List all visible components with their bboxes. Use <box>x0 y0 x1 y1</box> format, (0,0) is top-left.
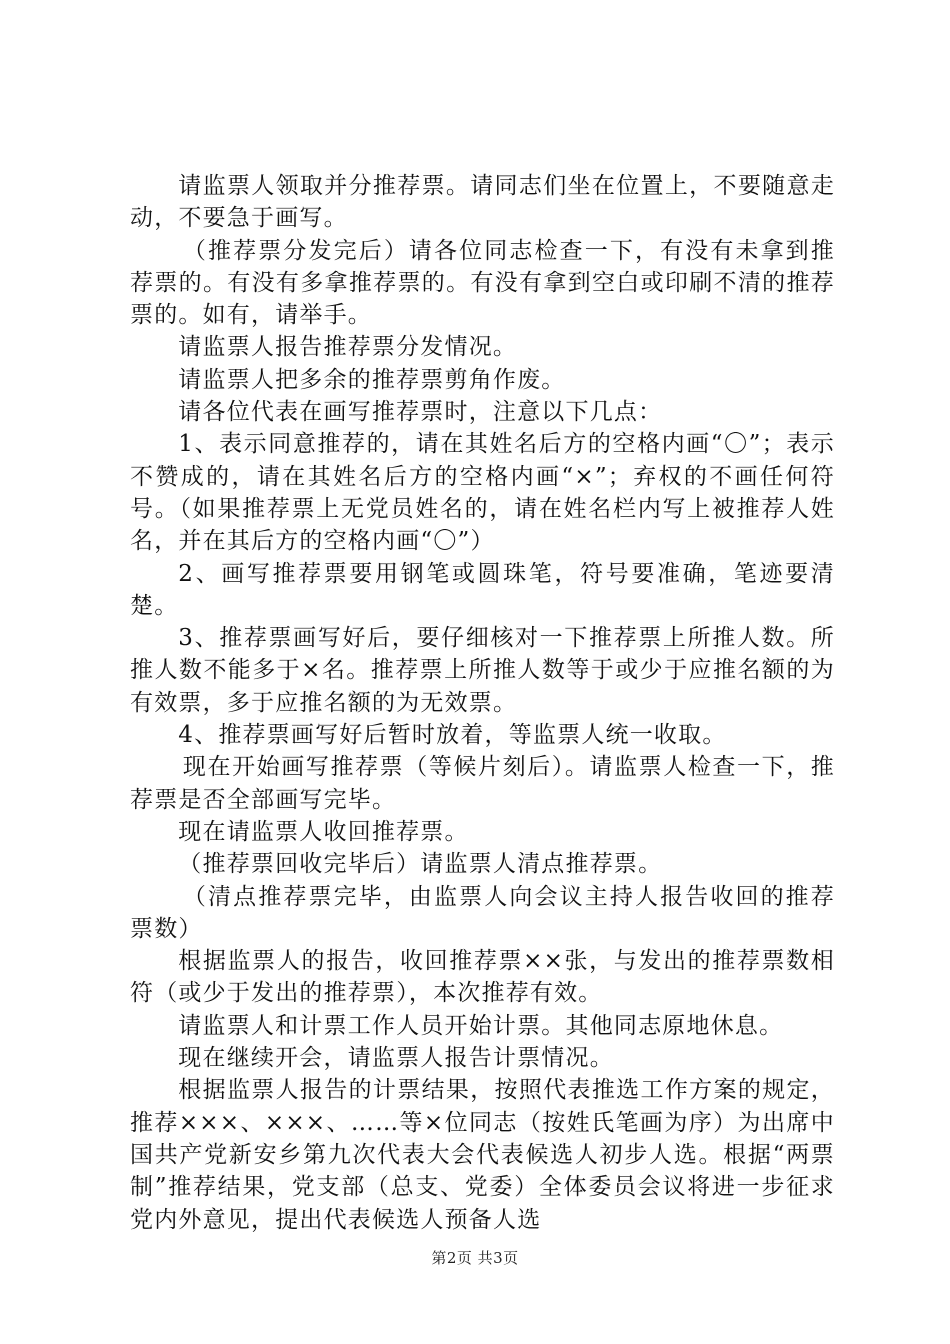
paragraph: （推荐票回收完毕后）请监票人清点推荐票。 <box>178 851 663 878</box>
paragraph: 请监票人报告推荐票分发情况。 <box>178 334 518 361</box>
paragraph: 4、推荐票画写好后暂时放着，等监票人统一收取。 <box>178 722 727 749</box>
paragraph: 1、表示同意推荐的，请在其姓名后方的空格内画“〇”；表示不赞成的，请在其姓名后方的空格内画“×”；弃权的不画任何符号。（如果推荐票上无党员姓名的，请在姓名栏内写上被推荐人姓名，并在其后方的空格内画“〇”） <box>130 431 835 555</box>
paragraph: 请各位代表在画写推荐票时，注意以下几点： <box>178 399 663 426</box>
paragraph: （清点推荐票完毕，由监票人向会议主持人报告收回的推荐票数） <box>130 883 835 942</box>
paragraph: 现在开始画写推荐票（等候片刻后）。请监票人检查一下，推荐票是否全部画写完毕。 <box>130 754 835 813</box>
paragraph: 2、画写推荐票要用钢笔或圆珠笔，符号要准确，笔迹要清楚。 <box>130 560 835 619</box>
paragraph: 请监票人把多余的推荐票剪角作废。 <box>178 366 566 393</box>
paragraph: 现在请监票人收回推荐票。 <box>178 818 469 845</box>
paragraph: （推荐票分发完后）请各位同志检查一下，有没有未拿到推荐票的。有没有多拿推荐票的。有没有拿到空白或印刷不清的推荐票的。如有，请举手。 <box>130 237 835 329</box>
paragraph: 根据监票人报告的计票结果，按照代表推选工作方案的规定，推荐×××、×××、……等×位同志（按姓氏笔画为序）为出席中国共产党新安乡第九次代表大会代表候选人初步人选。根据“两票制”推荐结果，党支部（总支、党委）全体委员会议将进一步征求党内外意见，提出代表候选人预备人选 <box>130 1077 835 1233</box>
paragraph: 现在继续开会，请监票人报告计票情况。 <box>178 1045 614 1072</box>
paragraph: 根据监票人的报告，收回推荐票××张，与发出的推荐票数相符（或少于发出的推荐票），本次推荐有效。 <box>130 948 835 1007</box>
paragraph: 请监票人领取并分推荐票。请同志们坐在位置上，不要随意走动，不要急于画写。 <box>130 173 835 232</box>
paragraph: 3、推荐票画写好后，要仔细核对一下推荐票上所推人数。所推人数不能多于×名。推荐票上所推人数等于或少于应推名额的为有效票，多于应推名额的为无效票。 <box>130 625 835 716</box>
paragraph: 请监票人和计票工作人员开始计票。其他同志原地休息。 <box>178 1012 784 1039</box>
document-body <box>130 170 835 1236</box>
page-number: 第2页 共3页 <box>431 1249 519 1267</box>
